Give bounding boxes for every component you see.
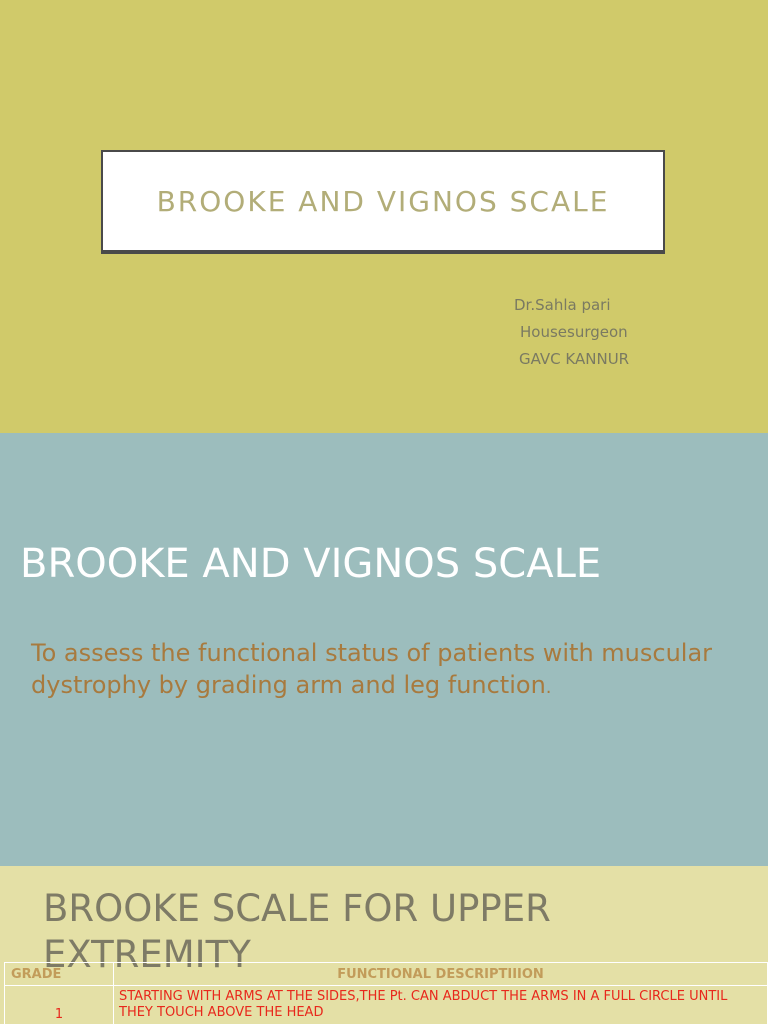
- upper-extremity-slide: [0, 866, 768, 1024]
- column-header-grade: GRADE: [5, 963, 114, 986]
- slide-title: BROOKE AND VIGNOS SCALE: [156, 184, 610, 218]
- table-header-row: [5, 963, 768, 986]
- grade-cell: 1: [5, 986, 114, 1024]
- author-institution: GAVC KANNUR: [519, 350, 630, 368]
- body-period: .: [545, 677, 552, 698]
- title-box: [101, 150, 665, 252]
- author-name: Dr.Sahla pari: [514, 296, 611, 314]
- slide-body: [31, 637, 766, 704]
- grade-table: [4, 962, 768, 1024]
- description-cell: STARTING WITH ARMS AT THE SIDES,THE Pt. CAN ABDUCT THE ARMS IN A FULL CIRCLE UNTIL THEY TOUCH ABOVE THE HEAD: [114, 986, 768, 1024]
- author-role: Housesurgeon: [520, 323, 628, 341]
- table-row: [5, 986, 768, 1024]
- title-slide: [0, 0, 768, 433]
- slide-heading: BROOKE SCALE FOR UPPER EXTREMITY: [43, 887, 551, 976]
- column-header-description: FUNCTIONAL DESCRIPTIIION: [114, 963, 768, 986]
- slide-heading: BROOKE AND VIGNOS SCALE: [20, 541, 602, 587]
- intro-slide: [0, 433, 768, 866]
- body-text: To assess the functional status of patients with muscular dystrophy by grading arm and leg function: [31, 639, 713, 699]
